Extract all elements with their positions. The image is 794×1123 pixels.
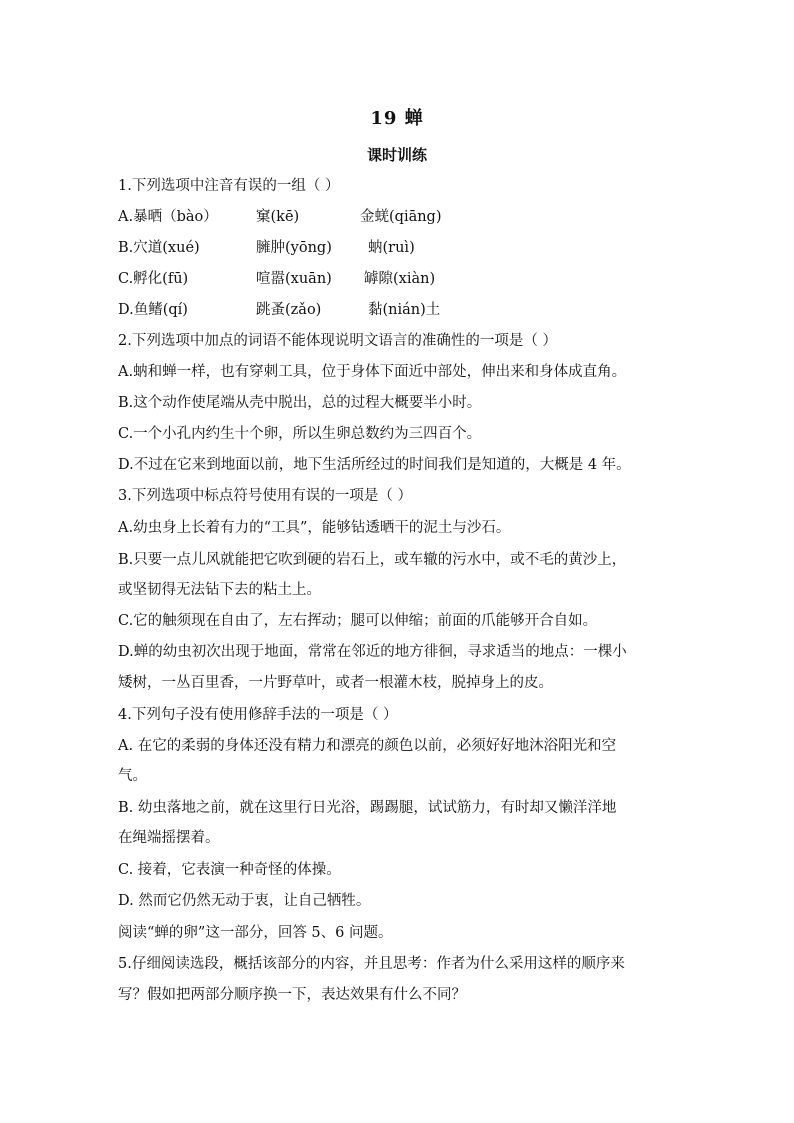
- q1-stem: 1.下列选项中注音有误的一组（ ）: [118, 178, 340, 194]
- q3-option-d-line2: 矮树，一丛百里香，一片野草叶，或者一根灌木枝，脱掉身上的皮。: [118, 675, 553, 691]
- page-title: 19 蝉: [370, 108, 424, 129]
- q4-option-b-line1: B. 幼虫落地之前，就在这里行日光浴，踢踢腿，试试筋力，有时却又懒洋洋地: [118, 800, 617, 816]
- q3-stem: 3.下列选项中标点符号使用有误的一项是（ ）: [118, 488, 412, 504]
- q1-b-1: B.穴道(xué): [118, 240, 200, 256]
- q1-c-1: C.孵化(fū): [118, 271, 189, 287]
- q2-option-b: B.这个动作使尾端从壳中脱出，总的过程大概要半小时。: [118, 395, 482, 411]
- q1-c-3: 罅隙(xiàn): [364, 271, 436, 287]
- q1-a-1: A.暴晒（bào）: [118, 209, 218, 225]
- q2-option-a: A.蚋和蝉一样，也有穿刺工具，位于身体下面近中部处，伸出来和身体成直角。: [118, 364, 627, 380]
- q4-option-d: D. 然而它仍然无动于衷，让自己牺牲。: [118, 893, 371, 909]
- q1-c-2: 喧嚣(xuān): [256, 271, 332, 287]
- q1-option-d: [118, 300, 718, 320]
- q2-option-d: D.不过在它来到地面以前，地下生活所经过的时间我们是知道的，大概是 4 年。: [118, 457, 631, 473]
- q1-a-3: 金蜣(qiāng): [360, 209, 442, 225]
- q3-option-b-line1: B.只要一点儿风就能把它吹到硬的岩石上，或车辙的污水中，或不毛的黄沙上，: [118, 552, 627, 568]
- page-subtitle: 课时训练: [366, 146, 427, 164]
- reading-intro: 阅读“蝉的卵”这一部分，回答 5、6 问题。: [118, 925, 393, 941]
- q2-stem: 2.下列选项中加点的词语不能体现说明文语言的准确性的一项是（ ）: [118, 333, 557, 349]
- q4-option-a-line1: A. 在它的柔弱的身体还没有精力和漂亮的颜色以前，必须好好地沐浴阳光和空: [118, 738, 617, 754]
- q3-option-c: C.它的触须现在自由了，左右挥动；腿可以伸缩；前面的爪能够开合自如。: [118, 613, 598, 629]
- q5-line2: 写？假如把两部分顺序换一下，表达效果有什么不同？: [118, 987, 466, 1003]
- q1-b-2: 臃肿(yōng): [256, 240, 332, 256]
- q1-d-2: 跳蚤(zǎo): [256, 302, 322, 318]
- q1-a-2: 窠(kē): [256, 209, 300, 225]
- q4-option-b-line2: 在绳端摇摆着。: [118, 830, 220, 846]
- q1-b-3: 蚋(ruì): [368, 240, 415, 256]
- q3-option-d-line1: D.蝉的幼虫初次出现于地面，常常在邻近的地方徘徊，寻求适当的地点：一棵小: [118, 644, 627, 660]
- q5-line1: 5.仔细阅读选段，概括该部分的内容，并且思考：作者为什么采用这样的顺序来: [118, 956, 625, 972]
- q1-d-1: D.鱼鳍(qí): [118, 302, 188, 318]
- q1-option-a: [118, 207, 718, 227]
- q4-option-c: C. 接着，它表演一种奇怪的体操。: [118, 862, 341, 878]
- q4-option-a-line2: 气。: [118, 768, 147, 784]
- q3-option-b-line2: 或坚韧得无法钻下去的粘土上。: [118, 582, 321, 598]
- q3-option-a: A.幼虫身上长着有力的“工具”，能够钻透晒干的泥土与沙石。: [118, 520, 511, 536]
- q1-option-b: [118, 238, 718, 258]
- q1-option-c: [118, 269, 718, 289]
- q2-option-c: C.一个小孔内约生十个卵，所以生卵总数约为三四百个。: [118, 426, 482, 442]
- q4-stem: 4.下列句子没有使用修辞手法的一项是（ ）: [118, 707, 398, 723]
- q1-d-3: 黏(nián)土: [368, 302, 441, 318]
